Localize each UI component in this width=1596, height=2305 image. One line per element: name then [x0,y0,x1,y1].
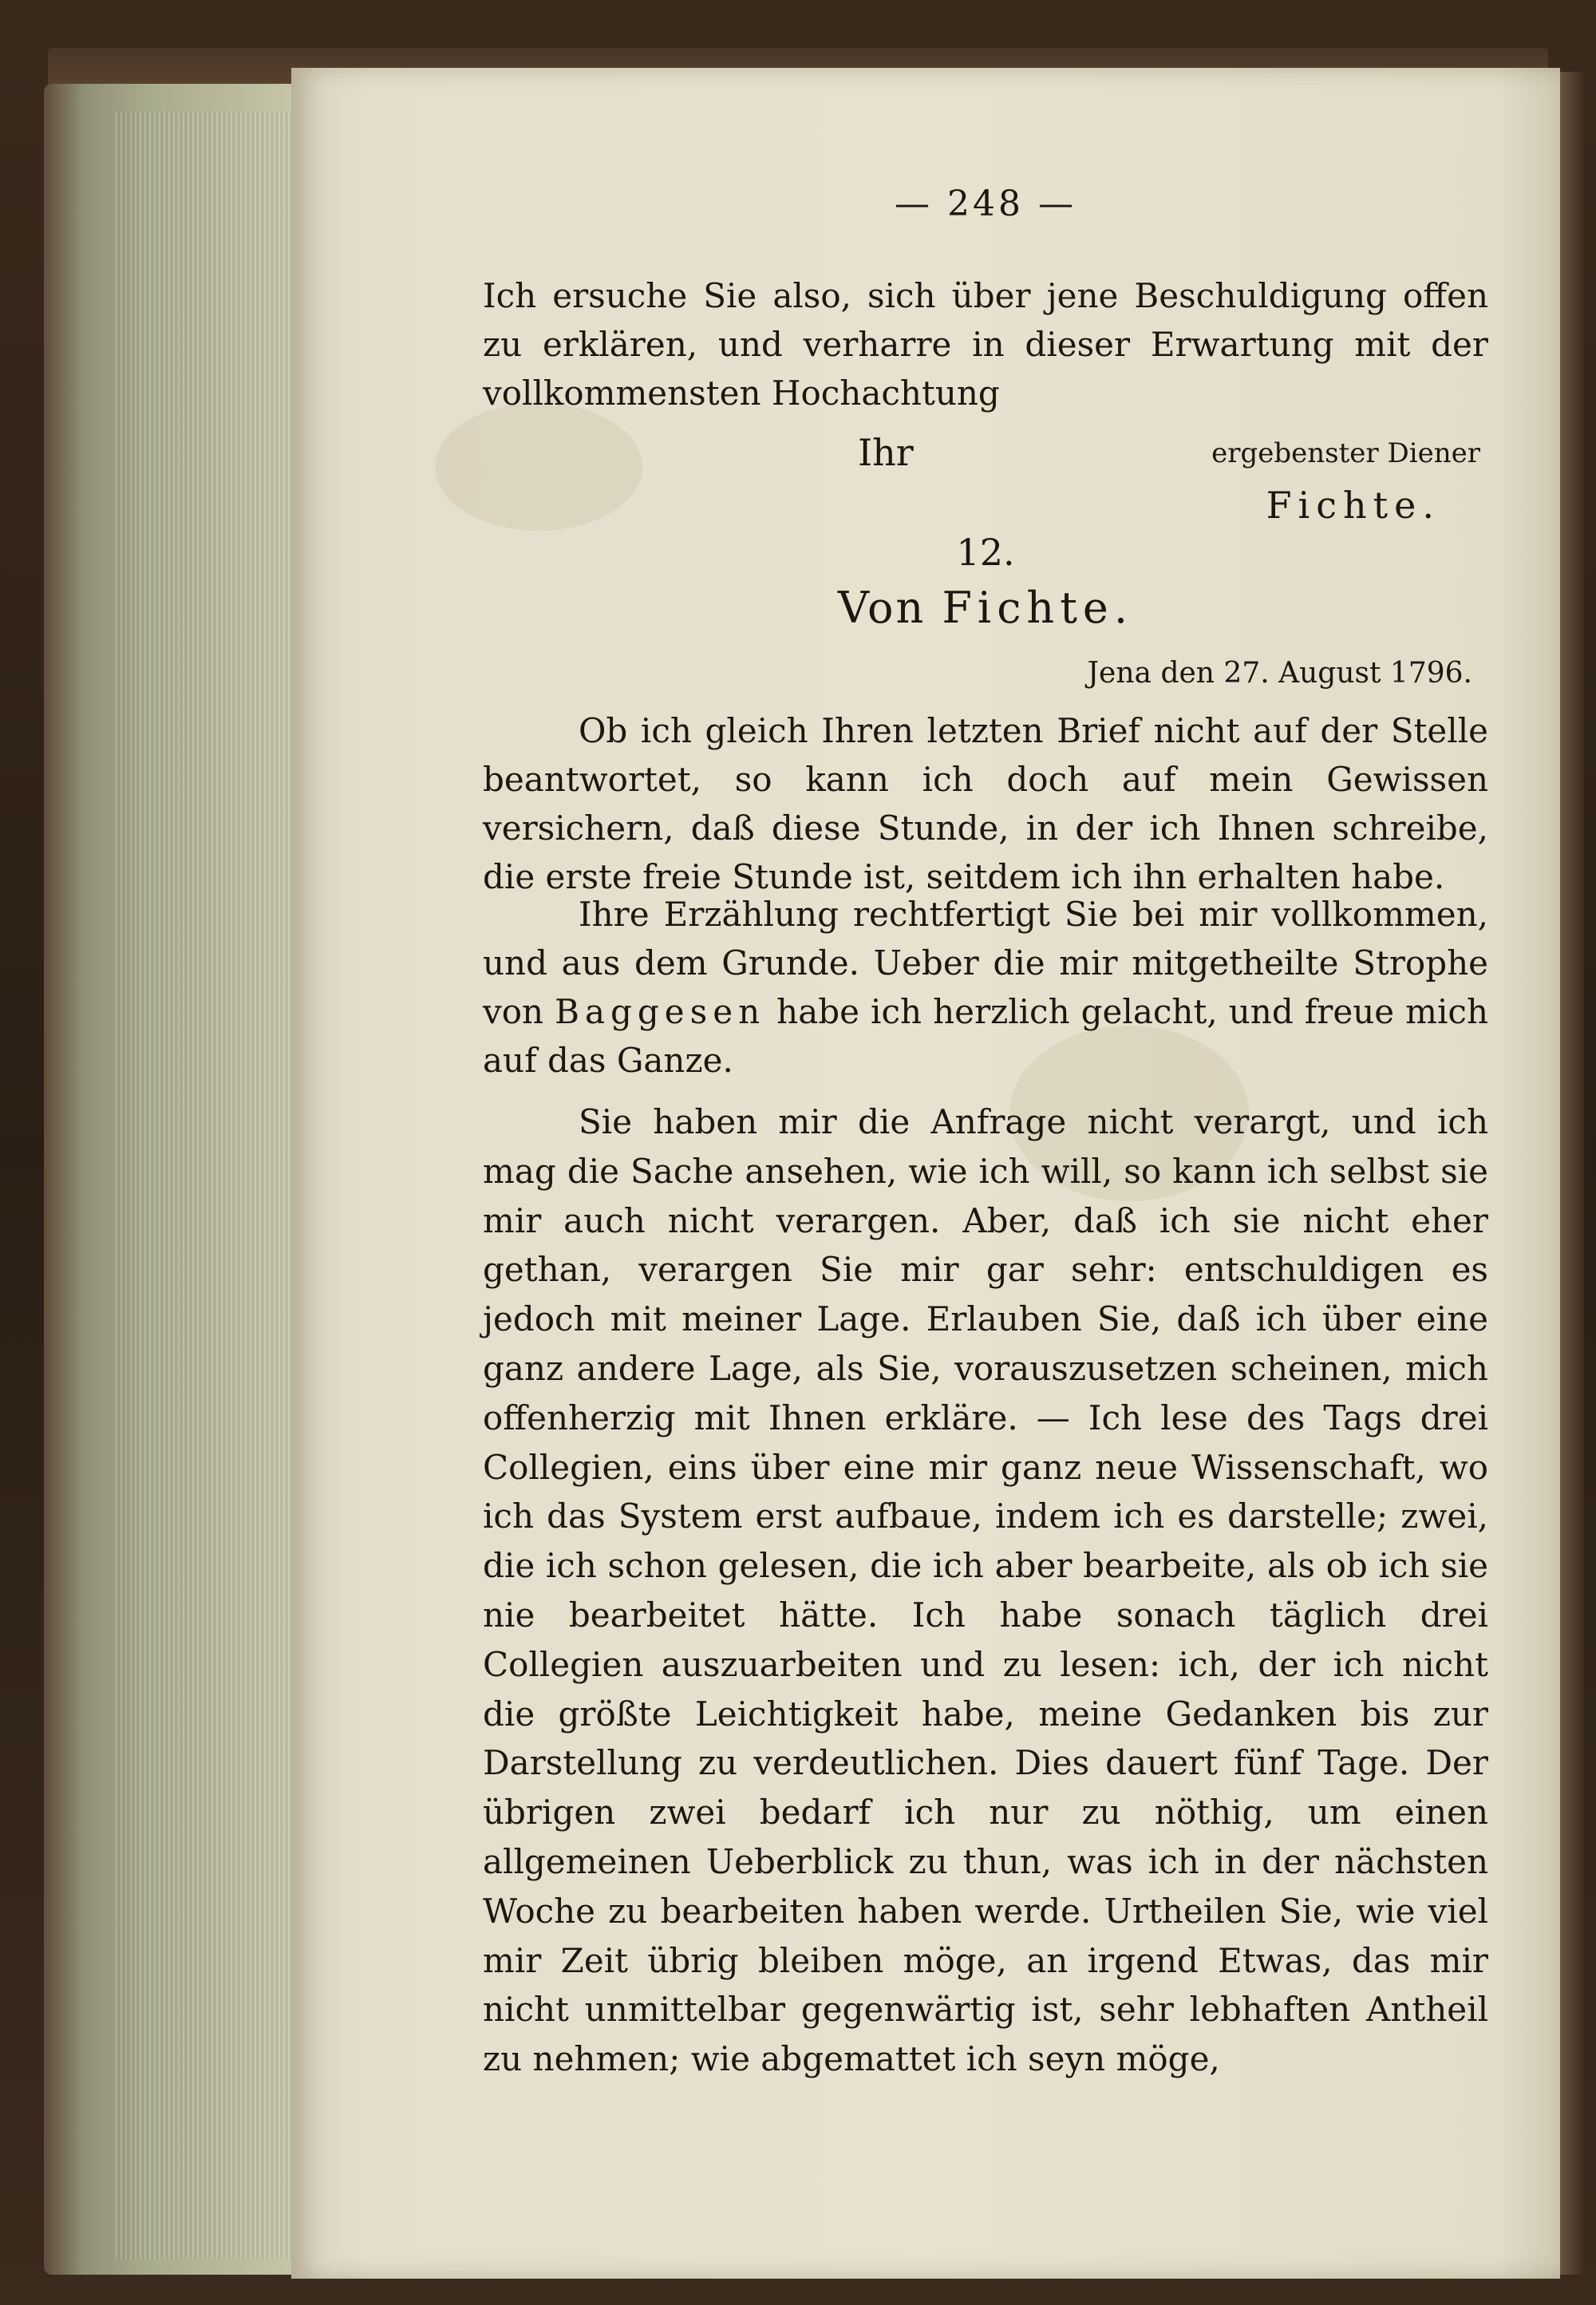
signature-name: Fichte. [1266,484,1440,527]
book-page [291,68,1560,2279]
paragraph-body-3: Sie haben mir die Anfrage nicht verargt, und ich mag die Sache ansehen, wie ich will, so kann ich selbst sie mir auch nicht verargen. Aber, daß ich sie nicht eher gethan, verargen Sie mir gar sehr: entschuldigen es jedoch mit meiner Lage. Erlauben Sie, daß ich über eine ganz andere Lage, als Sie, vorauszusetzen scheinen, mich offenherzig mit Ihnen erkläre. — Ich lese des Tags drei Collegien, eins über eine mir ganz neue Wissenschaft, wo ich das System erst aufbaue, indem ich es darstelle; zwei, die ich schon gelesen, die ich aber bearbeite, als ob ich sie nie bearbeitet hätte. Ich habe sonach täglich drei Collegien auszuarbeiten und zu lesen: ich, der ich nicht die größte Leichtigkeit habe, meine Gedanken bis zur Darstellung zu verdeutlichen. Dies dauert fünf Tage. Der übrigen zwei bedarf ich nur zu nöthig, um einen allgemeinen Ueberblick zu thun, was ich in der nächsten Woche zu bearbeiten haben werde. Urtheilen Sie, wie viel mir Zeit übrig bleiben möge, an irgend Etwas, das mir nicht unmittelbar gegenwärtig ist, sehr lebhaften Antheil zu nehmen; wie abgemattet ich seyn möge, [483,1102,1488,2079]
dateline: Jena den 27. August 1796. [1087,657,1472,690]
paragraph-opening: Ich ersuche Sie also, sich über jene Beschuldigung offen zu erklären, und verharre in dieser Erwartung mit der vollkommensten Hochachtung [483,276,1488,413]
paragraph-text: habe ich herzlich gelacht, und freue mich auf das Ganze. [483,992,1488,1080]
page-number: — 248 — [895,184,1077,224]
closing-servant: ergebenster Diener [1211,437,1480,469]
letter-number: 12. [956,531,1015,574]
letter-heading [483,583,1488,633]
paragraph-text: Ihre Erzählung rechtfertigt Sie bei mir vollkommen, und aus dem Grunde. Ueber die mir mitgetheilte Strophe von [483,895,1488,1031]
closing-ihr: Ihr [858,431,914,474]
heading-name: Fichte. [942,583,1134,633]
letter-closing [483,431,1488,535]
paragraph-body-2 [483,890,1488,1085]
name-baggesen: Baggesen [555,992,766,1031]
paragraph-body-1: Ob ich gleich Ihren letzten Brief nicht auf der Stelle beantwortet, so kann ich doch auf mein Gewissen versichern, daß diese Stunde, in der ich Ihnen schreibe, die erste freie Stunde ist, seitdem ich ihn erhalten habe. [483,711,1488,896]
page-block-lines [116,112,291,2259]
heading-prefix: Von [837,583,926,633]
book-cover-edge [1560,72,1584,2275]
